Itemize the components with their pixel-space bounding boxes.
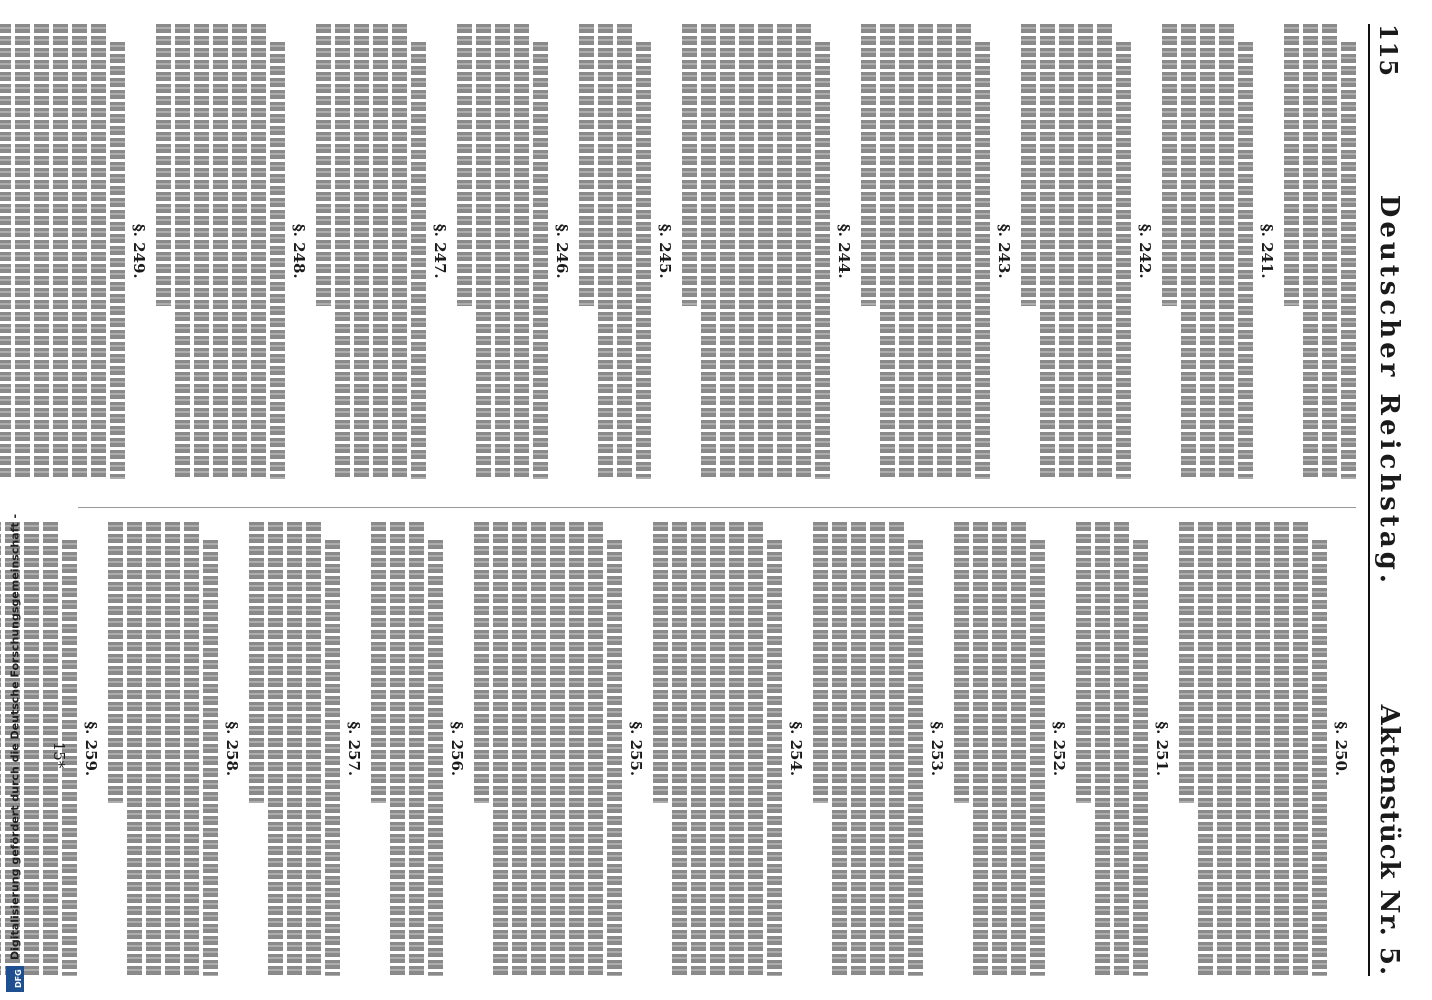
illegible-line (975, 42, 990, 479)
scanned-page (38, 0, 1418, 1000)
illegible-line (720, 24, 735, 479)
illegible-line (1198, 522, 1213, 977)
illegible-line (1078, 24, 1093, 479)
illegible-line (268, 522, 283, 977)
illegible-line (1040, 24, 1055, 479)
illegible-line (175, 24, 190, 479)
illegible-line (1217, 522, 1232, 977)
paragraph (682, 24, 830, 479)
section-marker: §. 258. (223, 721, 241, 777)
illegible-line (954, 522, 969, 804)
illegible-line (1341, 42, 1356, 479)
illegible-line (588, 522, 603, 977)
paragraph (474, 522, 622, 977)
illegible-line (1030, 540, 1045, 977)
illegible-line (184, 522, 199, 977)
illegible-line (992, 522, 1007, 977)
illegible-line (156, 24, 171, 306)
illegible-line (748, 522, 763, 977)
illegible-line (851, 522, 866, 977)
section-marker: §. 247. (431, 223, 449, 279)
illegible-line (729, 522, 744, 977)
illegible-line (512, 522, 527, 977)
illegible-line (739, 24, 754, 479)
paragraph (813, 522, 923, 977)
illegible-line (1179, 522, 1194, 804)
illegible-line (1021, 24, 1036, 306)
paragraph (1021, 24, 1131, 479)
paragraph (1179, 522, 1327, 977)
illegible-line (127, 522, 142, 977)
illegible-line (1312, 540, 1327, 977)
illegible-line (392, 24, 407, 479)
illegible-line (1293, 522, 1308, 977)
illegible-line (203, 540, 218, 977)
illegible-line (213, 24, 228, 479)
illegible-line (533, 42, 548, 479)
illegible-line (973, 522, 988, 977)
illegible-line (165, 522, 180, 977)
illegible-line (325, 540, 340, 977)
illegible-line (813, 522, 828, 804)
illegible-line (956, 24, 971, 479)
section-marker: §. 243. (995, 223, 1013, 279)
paragraph (249, 522, 340, 977)
illegible-line (531, 522, 546, 977)
illegible-line (1011, 522, 1026, 977)
illegible-line (691, 522, 706, 977)
illegible-line (1284, 24, 1299, 306)
illegible-line (371, 522, 386, 804)
illegible-line (550, 522, 565, 977)
section-marker: §. 257. (345, 721, 363, 777)
section-marker: §. 250. (1332, 721, 1350, 777)
section-marker: §. 249. (130, 223, 148, 279)
section-marker: §. 255. (627, 721, 645, 777)
section-marker: §. 252. (1050, 721, 1068, 777)
illegible-line (889, 522, 904, 977)
illegible-line (493, 522, 508, 977)
illegible-line (335, 24, 350, 479)
illegible-line (146, 522, 161, 977)
illegible-line (108, 522, 123, 804)
column-left (78, 24, 1356, 479)
illegible-line (306, 522, 321, 977)
text-columns (50, 24, 1356, 976)
illegible-line (617, 24, 632, 479)
journal-title: Deutscher Reichstag. (1374, 194, 1404, 587)
section-marker: §. 241. (1258, 223, 1276, 279)
illegible-line (918, 24, 933, 479)
illegible-line (682, 24, 697, 306)
illegible-line (598, 24, 613, 479)
illegible-line (316, 24, 331, 306)
illegible-line (701, 24, 716, 479)
illegible-line (53, 24, 68, 479)
digitization-credit (4, 2, 26, 992)
paragraph (1076, 522, 1148, 977)
paragraph (156, 24, 285, 479)
illegible-line (457, 24, 472, 306)
illegible-line (1076, 522, 1091, 804)
paragraph (579, 24, 651, 479)
illegible-line (710, 522, 725, 977)
illegible-line (72, 24, 87, 479)
illegible-line (1274, 522, 1289, 977)
illegible-line (861, 24, 876, 306)
illegible-line (390, 522, 405, 977)
paragraph (457, 24, 548, 479)
illegible-line (1162, 24, 1177, 306)
illegible-line (34, 24, 49, 479)
illegible-line (249, 522, 264, 804)
illegible-line (24, 522, 39, 977)
illegible-line (91, 24, 106, 479)
illegible-line (495, 24, 510, 479)
illegible-line (1097, 24, 1112, 479)
illegible-line (474, 522, 489, 804)
illegible-line (270, 42, 285, 479)
illegible-line (796, 24, 811, 479)
illegible-line (815, 42, 830, 479)
illegible-line (1255, 522, 1270, 977)
illegible-line (1181, 24, 1196, 479)
illegible-line (1114, 522, 1129, 977)
paragraph (316, 24, 426, 479)
illegible-line (428, 540, 443, 977)
page-number: 115 (1374, 24, 1403, 78)
illegible-line (110, 42, 125, 479)
illegible-line (232, 24, 247, 479)
illegible-line (758, 24, 773, 479)
page-header (1368, 24, 1408, 976)
column-right (50, 507, 1356, 977)
illegible-line (870, 522, 885, 977)
paragraph (1284, 24, 1356, 479)
illegible-line (409, 522, 424, 977)
dfg-logo: DFG (6, 966, 24, 992)
illegible-line (1200, 24, 1215, 479)
illegible-line (937, 24, 952, 479)
illegible-line (1219, 24, 1234, 479)
illegible-line (880, 24, 895, 479)
section-marker: §. 254. (787, 721, 805, 777)
paragraph (108, 522, 218, 977)
illegible-line (514, 24, 529, 479)
section-marker: §. 242. (1136, 223, 1154, 279)
paragraph (653, 522, 782, 977)
paragraph (371, 522, 443, 977)
illegible-line (1095, 522, 1110, 977)
illegible-line (569, 522, 584, 977)
section-marker: §. 259. (82, 721, 100, 777)
illegible-line (579, 24, 594, 306)
signature-mark: 15* (50, 741, 68, 769)
illegible-line (373, 24, 388, 479)
illegible-line (672, 522, 687, 977)
illegible-line (777, 24, 792, 479)
illegible-line (0, 522, 1, 977)
illegible-line (1116, 42, 1131, 479)
illegible-line (607, 540, 622, 977)
illegible-line (1059, 24, 1074, 479)
section-marker: §. 248. (290, 223, 308, 279)
illegible-line (832, 522, 847, 977)
illegible-line (411, 42, 426, 479)
paragraph (1162, 24, 1253, 479)
paragraph (861, 24, 990, 479)
section-marker: §. 251. (1153, 721, 1171, 777)
illegible-line (1322, 24, 1337, 479)
illegible-line (1238, 42, 1253, 479)
illegible-line (287, 522, 302, 977)
illegible-line (1133, 540, 1148, 977)
illegible-line (251, 24, 266, 479)
paragraph (954, 522, 1045, 977)
illegible-line (194, 24, 209, 479)
section-marker: §. 253. (928, 721, 946, 777)
section-marker: §. 245. (656, 223, 674, 279)
illegible-line (1236, 522, 1251, 977)
section-marker: §. 244. (835, 223, 853, 279)
illegible-line (476, 24, 491, 479)
credit-text: Digitalisierung gefördert durch die Deutsche Forschungsgemeinschaft - (8, 513, 22, 960)
illegible-line (899, 24, 914, 479)
illegible-line (636, 42, 651, 479)
illegible-line (908, 540, 923, 977)
illegible-line (1303, 24, 1318, 479)
illegible-line (653, 522, 668, 804)
illegible-line (767, 540, 782, 977)
document-number: Aktenstück Nr. 5. (1374, 704, 1404, 976)
section-marker: §. 246. (553, 223, 571, 279)
illegible-line (354, 24, 369, 479)
section-marker: §. 256. (448, 721, 466, 777)
